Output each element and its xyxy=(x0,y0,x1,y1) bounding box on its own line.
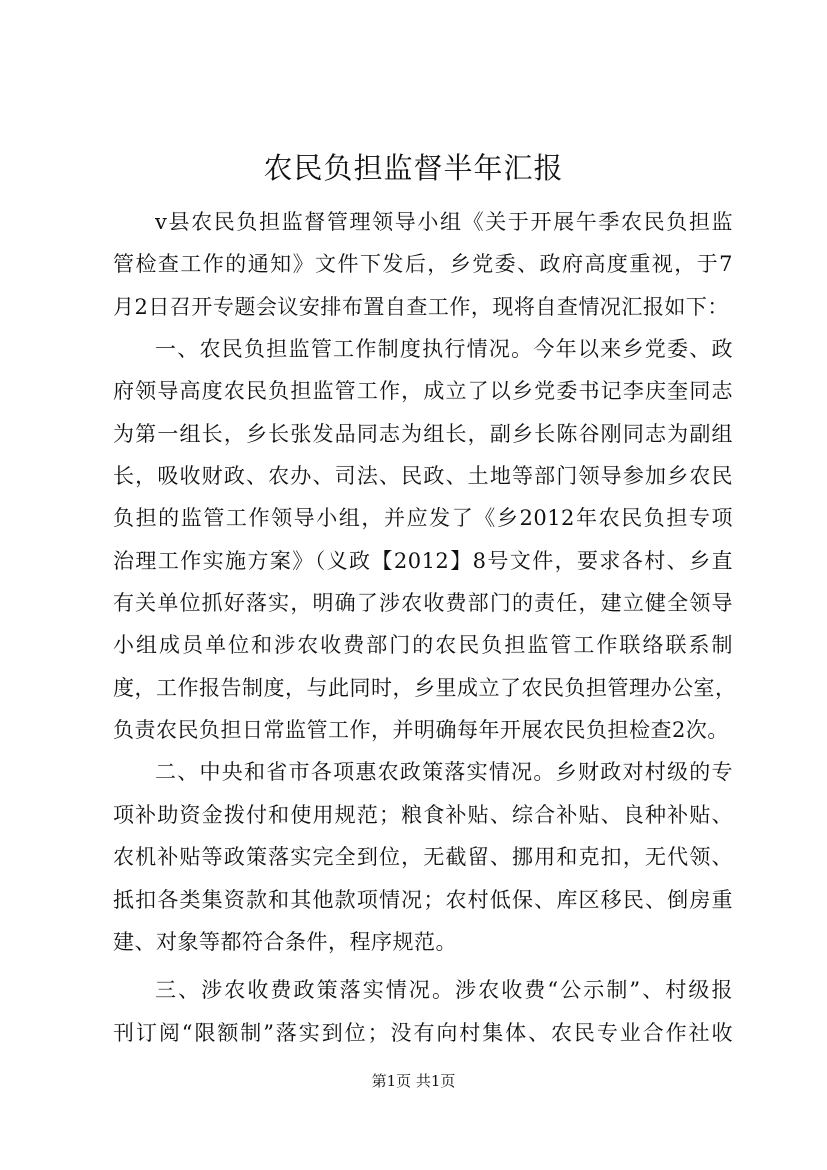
paragraph-1-line-2: 管检查工作的通知》文件下发后，乡党委、政府高度重视，于7 xyxy=(113,252,733,277)
paragraph-2-line-1: 一、农民负担监管工作制度执行情况。今年以来乡党委、政 xyxy=(155,337,733,362)
paragraph-2-line-3: 为第一组长，乡长张发品同志为组长，副乡长陈谷刚同志为副组 xyxy=(113,421,733,446)
paragraph-2-line-5: 负担的监管工作领导小组，并应发了《乡2012年农民负担专项 xyxy=(113,506,733,531)
paragraph-1-line-3: 月2日召开专题会议安排布置自查工作，现将自查情况汇报如下： xyxy=(113,294,729,319)
document-body xyxy=(113,201,737,1054)
paragraph-2-line-6: 治理工作实施方案》（义政【2012】8号文件，要求各村、乡直 xyxy=(113,548,733,573)
paragraph-3-line-5: 建、对象等都符合条件，程序规范。 xyxy=(113,929,457,954)
paragraph-3-line-1: 二、中央和省市各项惠农政策落实情况。乡财政对村级的专 xyxy=(155,760,733,785)
document-title: 农民负担监督半年汇报 xyxy=(263,151,564,185)
paragraph-4-line-2: 刊订阅“限额制”落实到位；没有向村集体、农民专业合作社收 xyxy=(113,1020,733,1045)
paragraph-4-line-1: 三、涉农收费政策落实情况。涉农收费“公示制”、村级报 xyxy=(155,978,733,1003)
paragraph-2-line-8: 小组成员单位和涉农收费部门的农民负担监管工作联络联系制 xyxy=(113,633,733,658)
paragraph-3-line-3: 农机补贴等政策落实完全到位，无截留、挪用和克扣，无代领、 xyxy=(113,845,733,870)
paragraph-2-line-2: 府领导高度农民负担监管工作，成立了以乡党委书记李庆奎同志 xyxy=(113,379,733,404)
paragraph-2-line-10: 负责农民负担日常监管工作，并明确每年开展农民负担检查2次。 xyxy=(113,718,729,743)
paragraph-1-line-1: v县农民负担监督管理领导小组《关于开展午季农民负担监 xyxy=(155,210,733,234)
paragraph-2-line-9: 度，工作报告制度，与此同时，乡里成立了农民负担管理办公室， xyxy=(113,675,737,700)
paragraph-3-line-4: 抵扣各类集资款和其他款项情况；农村低保、库区移民、倒房重 xyxy=(113,887,733,912)
paragraph-2-line-4: 长，吸收财政、农办、司法、民政、土地等部门领导参加乡农民 xyxy=(113,464,733,489)
paragraph-2-line-7: 有关单位抓好落实，明确了涉农收费部门的责任，建立健全领导 xyxy=(113,591,733,616)
paragraph-3-line-2: 项补助资金拨付和使用规范；粮食补贴、综合补贴、良种补贴、 xyxy=(113,802,733,827)
page-footer: 第1页 共1页 xyxy=(371,1072,456,1090)
